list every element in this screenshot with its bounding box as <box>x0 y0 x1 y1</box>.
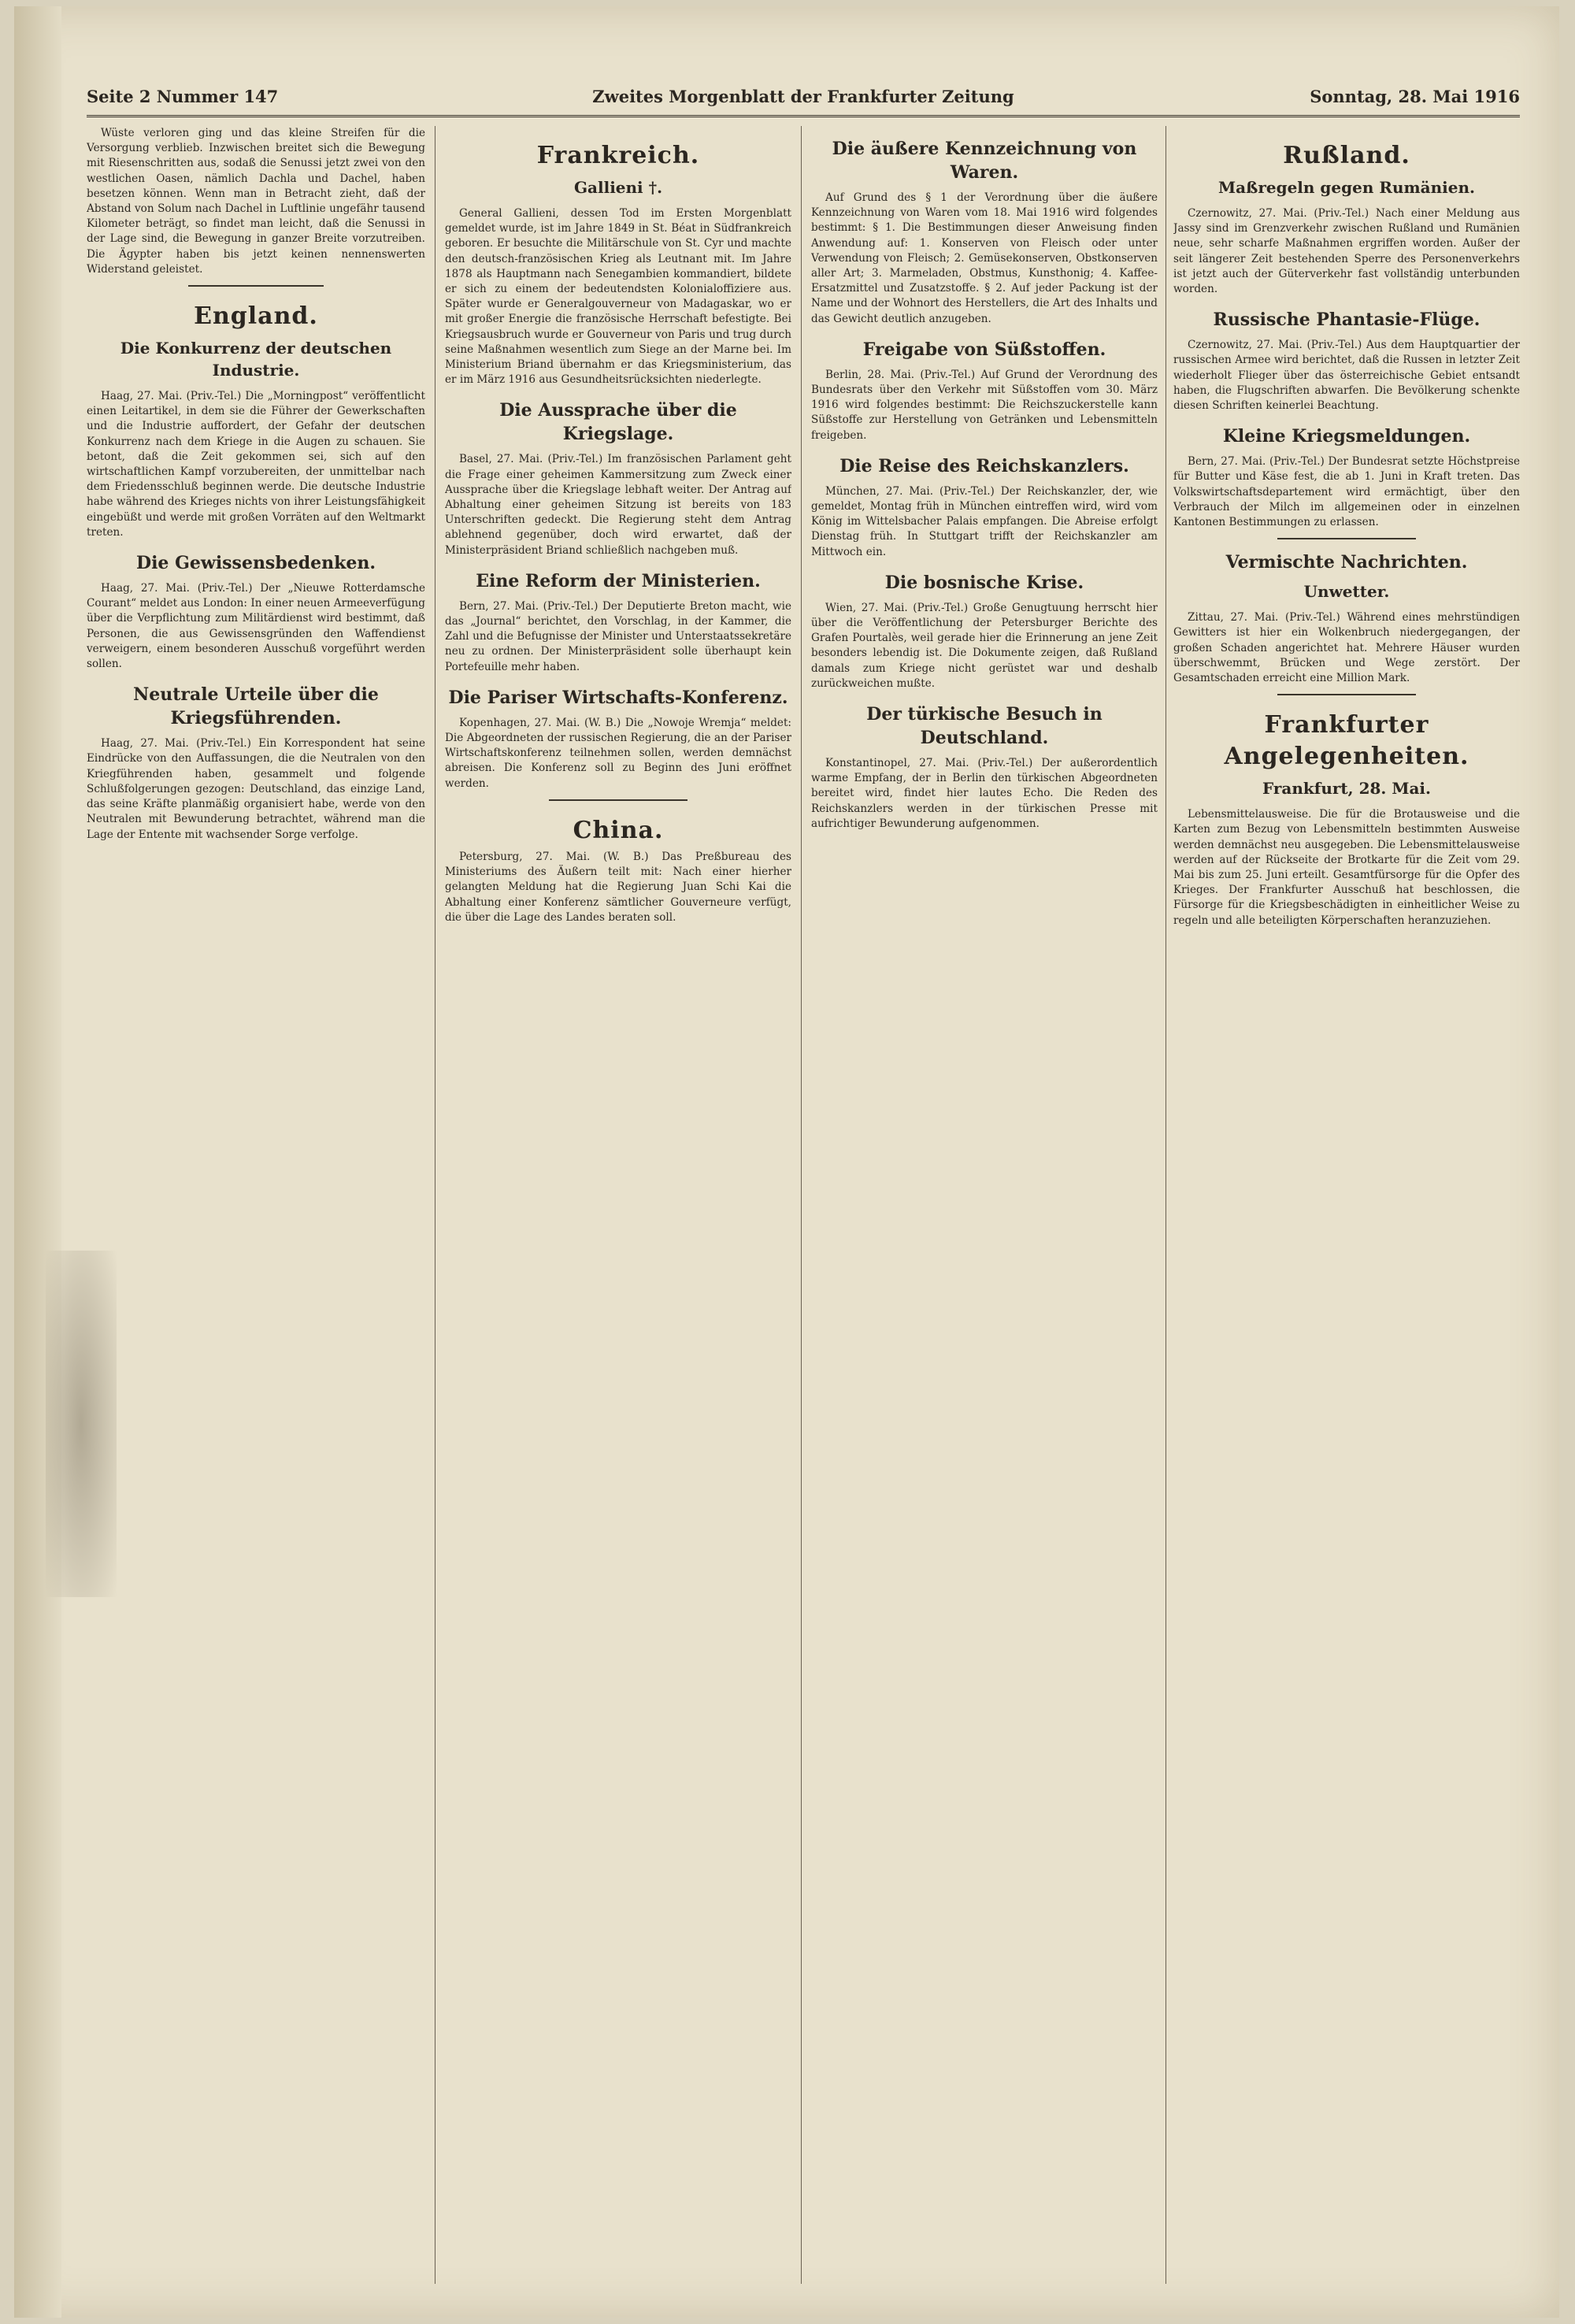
article-headline: Die bosnische Krise. <box>884 572 1084 593</box>
article-text: Auf Grund des § 1 der Verordnung über die äußere Kennzeichnung von Waren vom 18. Mai 1916 wird folgendes bestimmt: § 1. Die Bestimmungen dieser Anweisung finden Anwendung auf: 1. Konserven von Fleisch oder unter Verwendung von Fleisch; 2. Gemüsekonserven, Obstkonserven aller Art; 3. Marmeladen, Obstmus, Kunsthonig; 4. Kaffee-Ersatzmittel und Zusatzstoffe. § 2. Auf jeder Packung ist der Name und der Wohnort des Herstellers, die Art des Inhalts und das Gewicht deutlich anzugeben. <box>811 191 1158 325</box>
section-rule <box>188 285 324 287</box>
article-headline: Vermischte Nachrichten. <box>1225 552 1468 573</box>
column-divider <box>801 126 802 2284</box>
article-text: Zittau, 27. Mai. (Priv.-Tel.) Während eines mehrstündigen Gewitters ist hier ein Wolkenbruch niedergegangen, der großen Schaden angerichtet hat. Mehrere Häuser wurden überschwemmt, Brücken und Wege zerstört. Der Gesamtschaden erreicht eine Million Mark. <box>1173 611 1520 685</box>
column-1 <box>87 126 425 2284</box>
masthead <box>87 79 1520 117</box>
page-binding <box>14 6 61 2318</box>
section-rule <box>549 799 687 801</box>
section-title: Frankreich. <box>536 142 700 169</box>
column-2 <box>445 126 791 2284</box>
article-headline: Die Aussprache über die Kriegslage. <box>499 400 737 445</box>
article-text: Petersburg, 27. Mai. (W. B.) Das Preßbureau des Ministeriums des Äußern teilt mit: Nach einer hierher gelangten Meldung hat die Regierung Juan Schi Kai die Abhaltung einer Konferenz sämtlicher Gouverneure verfügt, die über die Lage des Landes beraten soll. <box>445 850 791 924</box>
article-text: Czernowitz, 27. Mai. (Priv.-Tel.) Aus dem Hauptquartier der russischen Armee wird berichtet, daß die Russen in letzter Zeit wiederholt Flieger über das österreichische Gebiet entsandt haben, die Flugschriften abwarfen. Die Bevölkerung schenkte diesen Schriften keinerlei Beachtung. <box>1173 339 1520 413</box>
article-headline: Freigabe von Süßstoffen. <box>862 339 1106 360</box>
section-rule <box>1277 694 1416 695</box>
article-text: Haag, 27. Mai. (Priv.-Tel.) Ein Korrespondent hat seine Eindrücke von den Auffassungen, die die Neutralen von den Kriegführenden haben, gesammelt und folgende Schlußfolgerungen gezogen: Deutschland, das einzige Land, das seine Kräfte planmäßig organisiert habe, werde von den Neutralen mit Bewunderung betrachtet, während man die Lage der Entente mit wachsender Sorge verfolge. <box>87 737 425 841</box>
article-text: Basel, 27. Mai. (Priv.-Tel.) Im französischen Parlament geht die Frage einer geheimen Kammersitzung zum Zweck einer Aussprache über die Kriegslage lebhaft weiter. Der Antrag auf Abhaltung einer geheimen Sitzung ist bereits von 183 Unterschriften gedeckt. Die Regierung steht dem Antrag ablehnend gegenüber, doch wird erwartet, daß der Ministerpräsident Briand schließlich nachgeben muß. <box>445 453 791 557</box>
article-subheadline: Unwetter. <box>1303 582 1390 602</box>
section-title: Frankfurter Angelegenheiten. <box>1224 711 1469 771</box>
article-text: General Gallieni, dessen Tod im Ersten Morgenblatt gemeldet wurde, ist im Jahre 1849 in St. Béat in Südfrankreich geboren. Er besuchte die Militärschule von St. Cyr und machte den deutsch-französischen Krieg als Leutnant mit. Im Jahre 1878 als Hauptmann nach Senegambien kommandiert, bildete er sich zu einem der bedeutendsten Kolonialoffiziere aus. Später wurde er Generalgouverneur von Madagaskar, wo er mit großer Energie die französische Herrschaft befestigte. Bei Kriegsausbruch wurde er Gouverneur von Paris und trug durch seine Maßnahmen wesentlich zum Siege an der Marne bei. Im Ministerium Briand übernahm er das Kriegsministerium, das er im März 1916 aus Gesundheitsrücksichten niederlegte. <box>445 207 791 387</box>
page-number: Seite 2 Nummer 147 <box>87 87 279 106</box>
section-rule <box>1277 538 1416 539</box>
column-4 <box>1173 126 1520 2284</box>
article-headline: Der türkische Besuch in Deutschland. <box>866 704 1102 749</box>
column-3 <box>811 126 1158 2284</box>
article-headline: Die äußere Kennzeichnung von Waren. <box>832 139 1137 183</box>
article-headline: Neutrale Urteile über die Kriegsführenden. <box>133 684 379 729</box>
article-text: Lebensmittelausweise. Die für die Brotausweise und die Karten zum Bezug von Lebensmitteln bestimmten Ausweise werden demnächst neu ausgegeben. Die Lebensmittelausweise werden auf der Rückseite der Brotkarte für die Zeit vom 29. Mai bis zum 25. Juni erteilt. Gesamtfürsorge für die Opfer des Krieges. Der Frankfurter Ausschuß hat beschlossen, die Fürsorge für die Kriegsbeschädigten in einheitlicher Weise zu regeln und alle beteiligten Körperschaften heranzuziehen. <box>1173 808 1520 927</box>
article-headline: Die Gewissensbedenken. <box>136 553 376 574</box>
article-text: Czernowitz, 27. Mai. (Priv.-Tel.) Nach einer Meldung aus Jassy sind im Grenzverkehr zwischen Rußland und Rumänien neue, sehr scharfe Maßnahmen ergriffen worden. Außer der seit längerer Zeit bestehenden Sperre des Personenverkehrs ist jetzt auch der Güterverkehr fast vollständig unterbunden worden. <box>1173 207 1520 296</box>
article-text: Haag, 27. Mai. (Priv.-Tel.) Die „Morningpost“ veröffentlicht einen Leitartikel, in dem sie die Führer der Gewerkschaften und die Industrie auffordert, der Gefahr der deutschen Konkurrenz nach dem Kriege in die Augen zu schauen. Sie betont, daß die Zeit gekommen sei, sich auf den wirtschaftlichen Kampf vorzubereiten, der unmittelbar nach dem Friedensschluß beginnen werde. Die deutsche Industrie habe während des Krieges nichts von ihrer Leistungsfähigkeit eingebüßt und werde mit großen Vorräten auf den Weltmarkt treten. <box>87 390 425 539</box>
article-text: Wien, 27. Mai. (Priv.-Tel.) Große Genugtuung herrscht hier über die Veröffentlichung der Petersburger Berichte des Grafen Pourtalès, weil gerade hier die Erinnerung an jene Zeit besonders lebendig ist. Die Dokumente zeigen, daß Rußland damals zum Kriege nicht gerüstet war und deshalb zurückweichen mußte. <box>811 601 1158 690</box>
newspaper-title: Zweites Morgenblatt der Frankfurter Zeitung <box>592 87 1014 106</box>
article-text: Haag, 27. Mai. (Priv.-Tel.) Der „Nieuwe Rotterdamsche Courant“ meldet aus London: In einer neuen Armeeverfügung über die Verpflichtung zum Militärdienst wird bestimmt, daß Personen, die aus Gewissensgründen den Waffendienst verweigern, einem besonderen Ausschuß vorgeführt werden sollen. <box>87 582 425 671</box>
issue-date: Sonntag, 28. Mai 1916 <box>1310 87 1520 106</box>
dateline: Frankfurt, 28. Mai. <box>1262 779 1431 799</box>
article-headline: Die Pariser Wirtschafts-Konferenz. <box>448 687 788 708</box>
section-title: China. <box>573 816 664 844</box>
article-text: Berlin, 28. Mai. (Priv.-Tel.) Auf Grund der Verordnung des Bundesrats über den Verkehr mit Süßstoffen vom 30. März 1916 wird folgendes bestimmt: Die Reichszuckerstelle kann Süßstoffe zur Herstellung von Getränken und Lebensmitteln freigeben. <box>811 368 1158 442</box>
article-headline: Die Reise des Reichskanzlers. <box>839 455 1129 476</box>
article-headline: Maßregeln gegen Rumänien. <box>1218 178 1475 197</box>
article-headline: Gallieni †. <box>573 178 663 197</box>
article-headline: Eine Reform der Ministerien. <box>476 570 761 591</box>
article-text: Konstantinopel, 27. Mai. (Priv.-Tel.) Der außerordentlich warme Empfang, der in Berlin den türkischen Abgeordneten bereitet wird, findet hier lautes Echo. Die Reden des Reichskanzlers werden in der türkischen Presse mit aufrichtiger Bewunderung aufgenommen. <box>811 757 1158 830</box>
section-title: England. <box>194 302 318 331</box>
article-text: Bern, 27. Mai. (Priv.-Tel.) Der Deputierte Breton macht, wie das „Journal“ berichtet, den Vorschlag, in der Kammer, die Zahl und die Befugnisse der Minister und Unterstaatssekretäre neu zu ordnen. Der Ministerpräsident solle überhaupt kein Portefeuille mehr haben. <box>445 599 791 673</box>
article-headline: Russische Phantasie-Flüge. <box>1213 309 1480 331</box>
article-headline: Kleine Kriegsmeldungen. <box>1222 426 1471 447</box>
article-text: München, 27. Mai. (Priv.-Tel.) Der Reichskanzler, der, wie gemeldet, Montag früh in München eintreffen wird, wird vom König im Wittelsbacher Palais empfangen. Die Abreise erfolgt Dienstag früh. In Stuttgart trifft der Reichskanzler am Mittwoch ein. <box>811 484 1158 558</box>
article-headline: Die Konkurrenz der deutschen Industrie. <box>120 339 392 380</box>
article-text: Bern, 27. Mai. (Priv.-Tel.) Der Bundesrat setzte Höchstpreise für Butter und Käse fest, die ab 1. Juni in Kraft treten. Das Volkswirtschaftsdepartement wird ermächtigt, über den Verbrauch der Milch im allgemeinen oder in einzelnen Kantonen Bestimmungen zu erlassen. <box>1173 455 1520 529</box>
article-text: Kopenhagen, 27. Mai. (W. B.) Die „Nowoje Wremja“ meldet: Die Abgeordneten der russischen Regierung, die an der Pariser Wirtschaftskonferenz teilnehmen sollen, werden demnächst abreisen. Die Konferenz soll zu Beginn des Juni eröffnet werden. <box>445 716 791 790</box>
article-text: Wüste verloren ging und das kleine Streifen für die Versorgung verblieb. Inzwischen breitet sich die Bewegung mit Riesenschritten aus, sodaß die Senussi jetzt zwei von den westlichen Oasen, nämlich Dachla und Dachel, haben besetzen können. Wenn man in Betracht zieht, daß der Abstand von Solum nach Dachel in Luftlinie ungefähr tausend Kilometer beträgt, so findet man leicht, daß die Senussi in der Lage sind, die Bewegung in ganzer Breite vorzutreiben. Die Ägypter haben bis jetzt keinen nennenswerten Widerstand geleistet. <box>87 127 425 276</box>
section-title: Rußland. <box>1283 142 1410 169</box>
